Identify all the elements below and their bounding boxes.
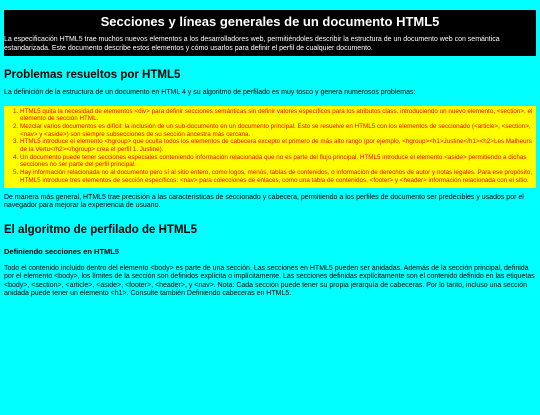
intro-paragraph: La especificación HTML5 trae muchos nuevos elementos a los desarrolladores web, permitiéndoles describir la estructura de un documento web con semántica estandarizada. Este documento describe estos elementos y cómo usarlos para definir el perfil de cualquier documento. <box>4 36 500 52</box>
problems-summary: De manera más general, HTML5 trae precisión a las características de seccionado y cabecera, permitiendo a los perfiles de documento ser predecibles y usados por el navegador para mejorar la experiencia de usuario. <box>4 193 524 210</box>
problems-list <box>4 106 536 188</box>
main-content <box>0 68 540 299</box>
page-header-banner <box>4 10 536 56</box>
subsection-heading-sections: Definiendo secciones en HTML5 <box>4 246 120 256</box>
list-item: 3. HTML5 introduce el elemento <hgroup> que oculta todos los elementos de cabecera excepto el primero de más alto rango (por ejemplo, <hgroup><h1>Justine</h1><h2>Les Malheurs de la Vertu</h2></hgroup> crea el perfil 1. Justine). <box>20 138 534 153</box>
sections-body-paragraph: Todo el contenido incluido dentro del elemento <body> es parte de una sección. Las secciones en HTML5 pueden ser anidadas. Además de la sección principal, definida por el elemento <body>, los límites de la sección son definidos explícita o implícitamente. Las secciones definidas explícitamente son el contenido definido en las etiquetas <body>, <section>, <article>, <aside>, <footer>, <header>, y <nav>. Nota: Cada sección puede tener su propia jerarquía de cabeceras. Por lo tanto, incluso una sección anidada puede tener un elemento <h1>. Consulte también Definiendo cabeceras en HTML5. <box>4 264 535 298</box>
page-title: Secciones y líneas generales de un documento HTML5 <box>100 14 440 29</box>
section-heading-algorithm: El algoritmo de perfilado de HTML5 <box>4 223 197 236</box>
list-item: 5. Hay información relacionada no al documento pero sí al sitio entero, como logos, menús, tablas de contenidos, o información de derechos de autor y notas legales. Para ese propósito, HTML5 introduce tres elementos de sección específicos: <nav> para colecciones de enlaces, como una tabla de contenidos, <footer> y <header> información relacionada con el sitio. <box>20 169 534 184</box>
problems-intro: La definición de la estructura de un documento en HTML 4 y su algoritmo de perfilado es muy tosco y genera numerosos problemas: <box>4 89 416 96</box>
list-item: 2. Mezclar varios documentos es difícil: la inclusión de un sub-documento en un documento principal. Esto se resuelve en HTML5 con los elementos de seccionado (<article>, <section>, <nav> y <aside>) son siempre subsecciones de su sección ancestra más cercana. <box>20 123 534 138</box>
section-heading-problems: Problemas resueltos por HTML5 <box>4 69 181 81</box>
list-item: 1. HTML5 quita la necesidad de elementos <div> para definir secciones semánticas sin definir valores específicos para los atributos class. introduciendo un nuevo elemento, <section>, el elemento de sección HTML. <box>20 108 534 123</box>
list-item: 4. Un documento puede tener secciones especiales conteniendo información relacionada que no es parte del flujo principal. HTML5 introduce el elemento <aside> permitiendo a dichas secciones no ser parte del perfil principal. <box>20 154 534 169</box>
